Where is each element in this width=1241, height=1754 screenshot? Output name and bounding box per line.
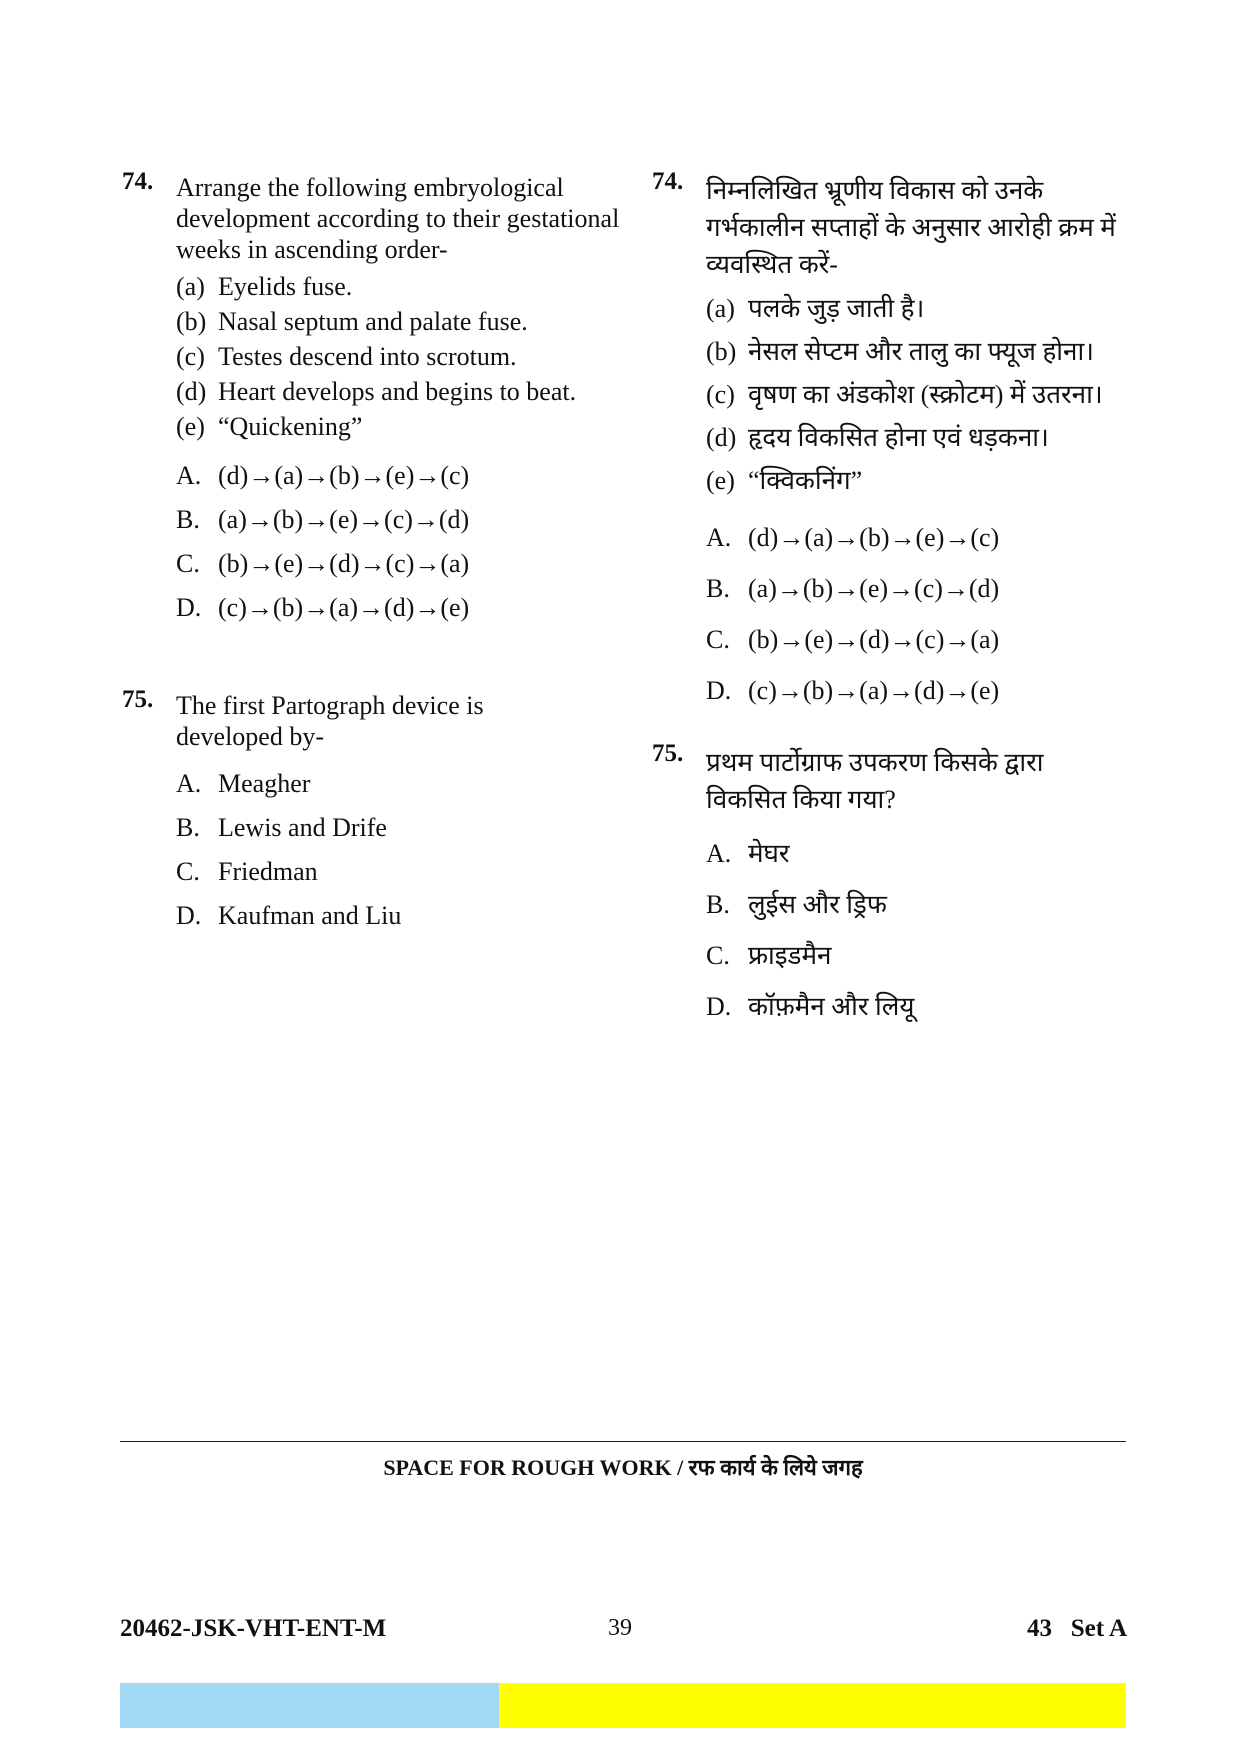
- statement-item: (b) नेसल सेप्टम और तालु का फ्यूज होना।: [706, 337, 1095, 366]
- paper-code: 20462-JSK-VHT-ENT-M: [120, 1615, 387, 1642]
- answer-option: D. कॉफ़मैन और लियू: [706, 992, 915, 1021]
- page-number: 39: [608, 1615, 632, 1641]
- english-column: [122, 168, 622, 938]
- statement-item: (c) वृषण का अंडकोश (स्क्रोटम) में उतरना।: [706, 380, 1103, 409]
- option-list: [176, 762, 622, 938]
- answer-option: D. (c)→(b)→(a)→(d)→(e): [176, 593, 470, 622]
- option-list: [176, 454, 622, 630]
- question-74-hindi: [652, 168, 1152, 716]
- rough-work-divider: [120, 1441, 1126, 1442]
- answer-option: C. Friedman: [176, 857, 318, 886]
- question-74-english: [122, 168, 622, 630]
- statement-item: (d) हृदय विकसित होना एवं धड़कना।: [706, 423, 1049, 452]
- statement-list: [176, 269, 622, 444]
- statement-item: (b) Nasal septum and palate fuse.: [176, 307, 528, 336]
- statement-item: (c) Testes descend into scrotum.: [176, 342, 517, 371]
- answer-option: A. मेघर: [706, 839, 790, 868]
- statement-item: (e) “Quickening”: [176, 412, 363, 441]
- color-bar-blue: [120, 1683, 499, 1728]
- question-stem: The first Partograph device is developed by-: [176, 691, 484, 751]
- answer-option: D. (c)→(b)→(a)→(d)→(e): [706, 676, 1000, 705]
- answer-option: B. लुईस और ड्रिफ: [706, 890, 887, 919]
- color-bar-yellow: [499, 1683, 1126, 1728]
- answer-option: C. (b)→(e)→(d)→(c)→(a): [706, 625, 1000, 654]
- statement-item: (a) Eyelids fuse.: [176, 272, 353, 301]
- option-list: [706, 512, 1152, 716]
- question-stem: प्रथम पार्टोग्राफ उपकरण किसके द्वारा विकसित किया गया?: [706, 748, 1044, 814]
- set-label: 43 Set A: [1027, 1615, 1127, 1642]
- question-75-english: [122, 686, 622, 938]
- answer-option: C. फ्राइडमैन: [706, 941, 832, 970]
- question-stem: Arrange the following embryological development according to their gestational weeks in ascending order-: [176, 173, 620, 264]
- answer-option: B. (a)→(b)→(e)→(c)→(d): [706, 574, 1000, 603]
- question-number: 75.: [652, 740, 684, 767]
- statement-item: (e) “क्विकनिंग”: [706, 466, 863, 495]
- answer-option: A. (d)→(a)→(b)→(e)→(c): [706, 523, 1000, 552]
- statement-list: [706, 287, 1152, 502]
- rough-work-label: SPACE FOR ROUGH WORK / रफ कार्य के लिये जगह: [383, 1455, 863, 1480]
- statement-item: (d) Heart develops and begins to beat.: [176, 377, 577, 406]
- answer-option: D. Kaufman and Liu: [176, 901, 402, 930]
- question-number: 75.: [122, 686, 154, 713]
- question-75-hindi: [652, 740, 1152, 1032]
- option-list: [706, 828, 1152, 1032]
- question-number: 74.: [652, 168, 684, 195]
- hindi-column: [652, 168, 1152, 1032]
- answer-option: A. (d)→(a)→(b)→(e)→(c): [176, 461, 470, 490]
- question-number: 74.: [122, 168, 154, 195]
- answer-option: B. Lewis and Drife: [176, 813, 387, 842]
- answer-option: C. (b)→(e)→(d)→(c)→(a): [176, 549, 470, 578]
- answer-option: B. (a)→(b)→(e)→(c)→(d): [176, 505, 470, 534]
- answer-option: A. Meagher: [176, 769, 311, 798]
- statement-item: (a) पलके जुड़ जाती है।: [706, 294, 925, 323]
- question-stem: निम्नलिखित भ्रूणीय विकास को उनके गर्भकालीन सप्ताहों के अनुसार आरोही क्रम में व्यवस्थित करें-: [706, 176, 1116, 279]
